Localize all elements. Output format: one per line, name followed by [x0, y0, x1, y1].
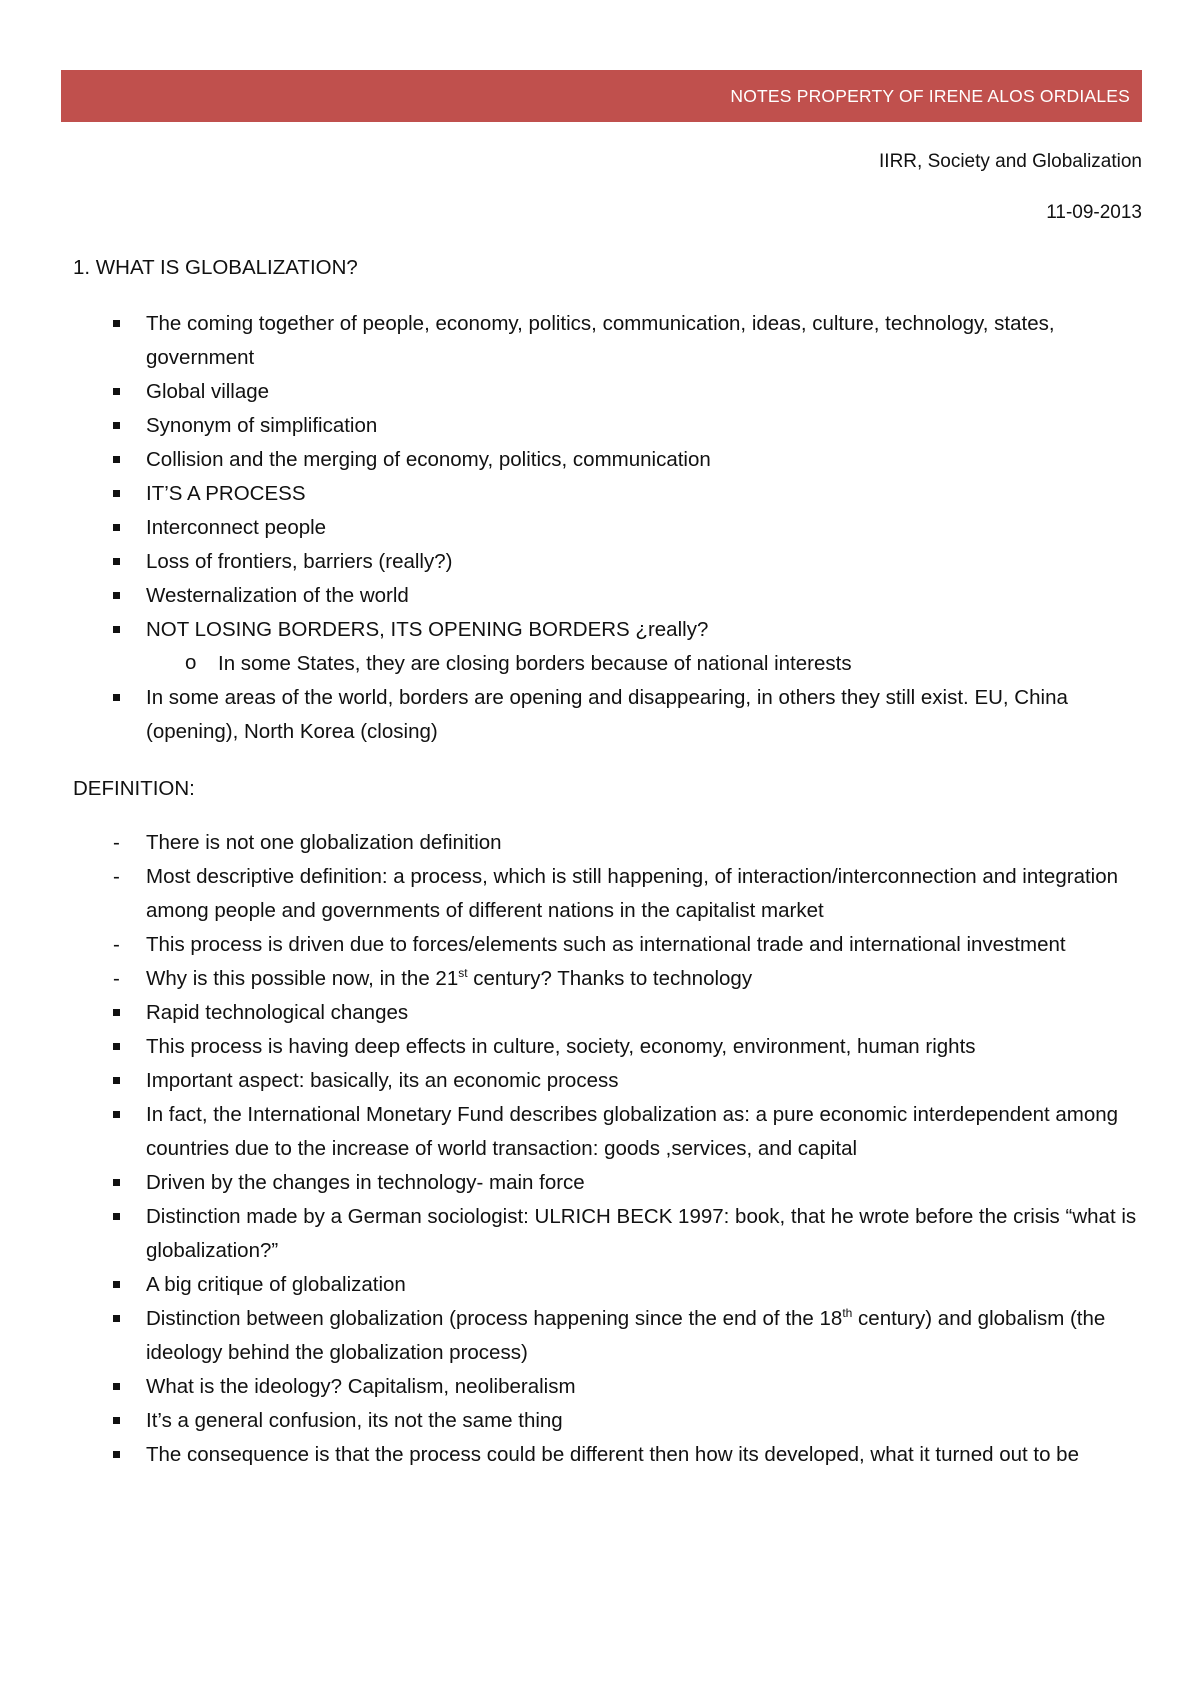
definition-list	[73, 826, 1143, 1472]
list-item: NOT LOSING BORDERS, ITS OPENING BORDERS ¿really?	[146, 618, 709, 641]
list-item: There is not one globalization definition	[146, 831, 502, 854]
definition-list-wrapper	[73, 826, 1143, 1472]
list-item: Westernalization of the world	[146, 584, 409, 607]
list-item: Why is this possible now, in the 21st century? Thanks to technology	[146, 966, 753, 990]
list-item: In fact, the International Monetary Fund describes globalization as: a pure economic interdependent among countries due to the increase of world transaction: goods ,services, and capital	[146, 1103, 1119, 1160]
list-item: Interconnect people	[146, 516, 327, 539]
list-item: Rapid technological changes	[146, 1001, 409, 1024]
definition-heading: DEFINITION:	[73, 777, 195, 800]
list-item: Distinction made by a German sociologist: ULRICH BECK 1997: book, that he wrote before the crisis “what is globalization?”	[146, 1205, 1137, 1262]
list-item: Loss of frontiers, barriers (really?)	[146, 550, 453, 573]
list-item: Distinction between globalization (process happening since the end of the 18th century) and globalism (the ideology behind the globalization process)	[146, 1306, 1106, 1364]
section1-list-wrapper	[73, 307, 1143, 749]
list-item: Most descriptive definition: a process, which is still happening, of interaction/interconnection and integration among people and governments of different nations in the capitalist market	[146, 865, 1119, 922]
list-item: This process is having deep effects in culture, society, economy, environment, human rights	[146, 1035, 976, 1058]
list-item: The consequence is that the process could be different then how its developed, what it turned out to be	[146, 1443, 1079, 1466]
date: 11-09-2013	[1046, 202, 1142, 223]
list-item: A big critique of globalization	[146, 1273, 406, 1296]
list-item: Important aspect: basically, its an economic process	[146, 1069, 619, 1092]
section1-list	[73, 307, 1143, 749]
list-item: Synonym of simplification	[146, 414, 378, 437]
list-item: Driven by the changes in technology- main force	[146, 1171, 585, 1194]
list-item: The coming together of people, economy, politics, communication, ideas, culture, technology, states, government	[146, 312, 1055, 369]
banner-text: NOTES PROPERTY OF IRENE ALOS ORDIALES	[730, 85, 1130, 106]
sub-list-item: In some States, they are closing borders because of national interests	[218, 652, 852, 675]
list-item: IT’S A PROCESS	[146, 482, 306, 505]
list-item: In some areas of the world, borders are opening and disappearing, in others they still exist. EU, China (opening), North Korea (closing)	[146, 686, 1068, 743]
list-item: This process is driven due to forces/elements such as international trade and international investment	[146, 933, 1066, 956]
list-item: What is the ideology? Capitalism, neoliberalism	[146, 1375, 576, 1398]
course-title: IIRR, Society and Globalization	[879, 151, 1142, 172]
list-item: It’s a general confusion, its not the same thing	[146, 1409, 563, 1432]
list-item: Collision and the merging of economy, politics, communication	[146, 448, 711, 471]
header-banner	[61, 70, 1142, 122]
list-item: Global village	[146, 380, 270, 403]
section-heading: 1. WHAT IS GLOBALIZATION?	[73, 256, 358, 279]
